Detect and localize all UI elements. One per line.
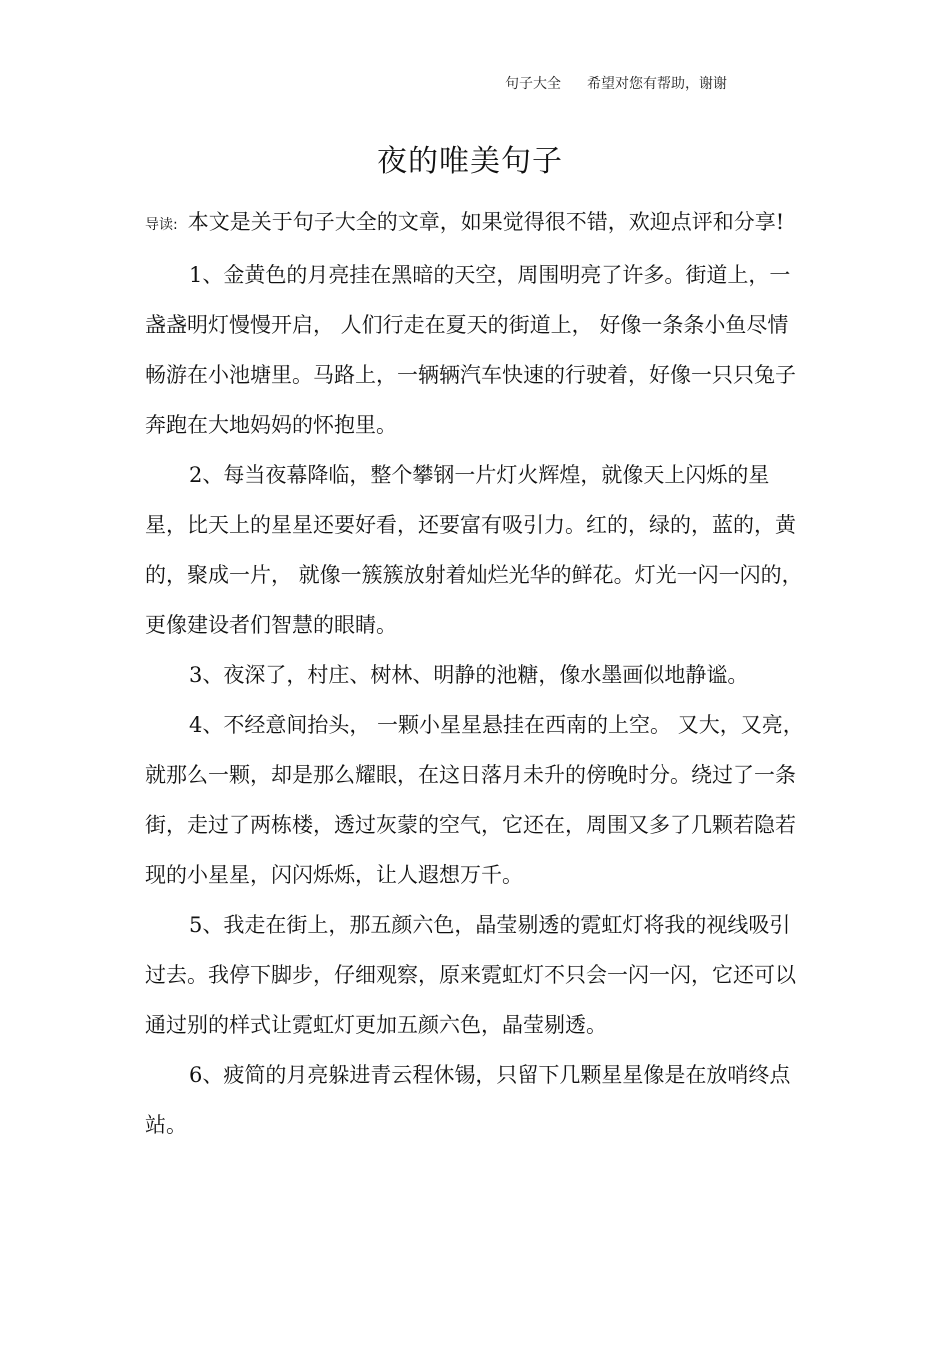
sentence-paragraph-1: 1、金黄色的月亮挂在黑暗的天空，周围明亮了许多。街道上，一盏盏明灯慢慢开启， 人们行走在夏天的街道上， 好像一条条小鱼尽情畅游在小池塘里。马路上，一辆辆汽车快速的行驶着，好像一只只兔子奔跑在大地妈妈的怀抱里。 — [145, 263, 796, 437]
sentence-paragraph-5: 5、我走在街上，那五颜六色，晶莹剔透的霓虹灯将我的视线吸引过去。我停下脚步，仔细观察，原来霓虹灯不只会一闪一闪，它还可以通过别的样式让霓虹灯更加五颜六色，晶莹剔透。 — [145, 913, 796, 1037]
sentence-paragraph-6: 6、疲简的月亮躲进青云程休锡，只留下几颗星星像是在放哨终点站。 — [145, 1063, 791, 1137]
intro-text: 本文是关于句子大全的文章，如果觉得很不错，欢迎点评和分享! — [187, 210, 785, 234]
intro-paragraph — [145, 197, 805, 250]
article-body — [145, 197, 805, 1150]
sentence-paragraph-4: 4、不经意间抬头， 一颗小星星悬挂在西南的上空。 又大，又亮，就那么一颗，却是那么耀眼，在这日落月未升的傍晚时分。绕过了一条街，走过了两栋楼，透过灰蒙的空气，它还在，周围又多了几颗若隐若现的小星星，闪闪烁烁，让人遐想万千。 — [145, 713, 804, 887]
header-left-text: 句子大全 — [505, 76, 561, 92]
sentence-paragraph-3: 3、夜深了，村庄、树林、明静的池糖，像水墨画似地静谧。 — [189, 663, 749, 687]
sentence-paragraph-2: 2、每当夜幕降临，整个攀钢一片灯火辉煌，就像天上闪烁的星星，比天上的星星还要好看，还要富有吸引力。红的，绿的，蓝的，黄的，聚成一片， 就像一簇簇放射着灿烂光华的鲜花。灯光一闪一闪的，更像建设者们智慧的眼睛。 — [145, 463, 803, 637]
page-title: 夜的唯美句子 — [377, 144, 563, 179]
intro-label: 导读: — [145, 217, 178, 233]
page-header — [505, 74, 727, 94]
header-right-text: 希望对您有帮助，谢谢 — [587, 76, 727, 92]
